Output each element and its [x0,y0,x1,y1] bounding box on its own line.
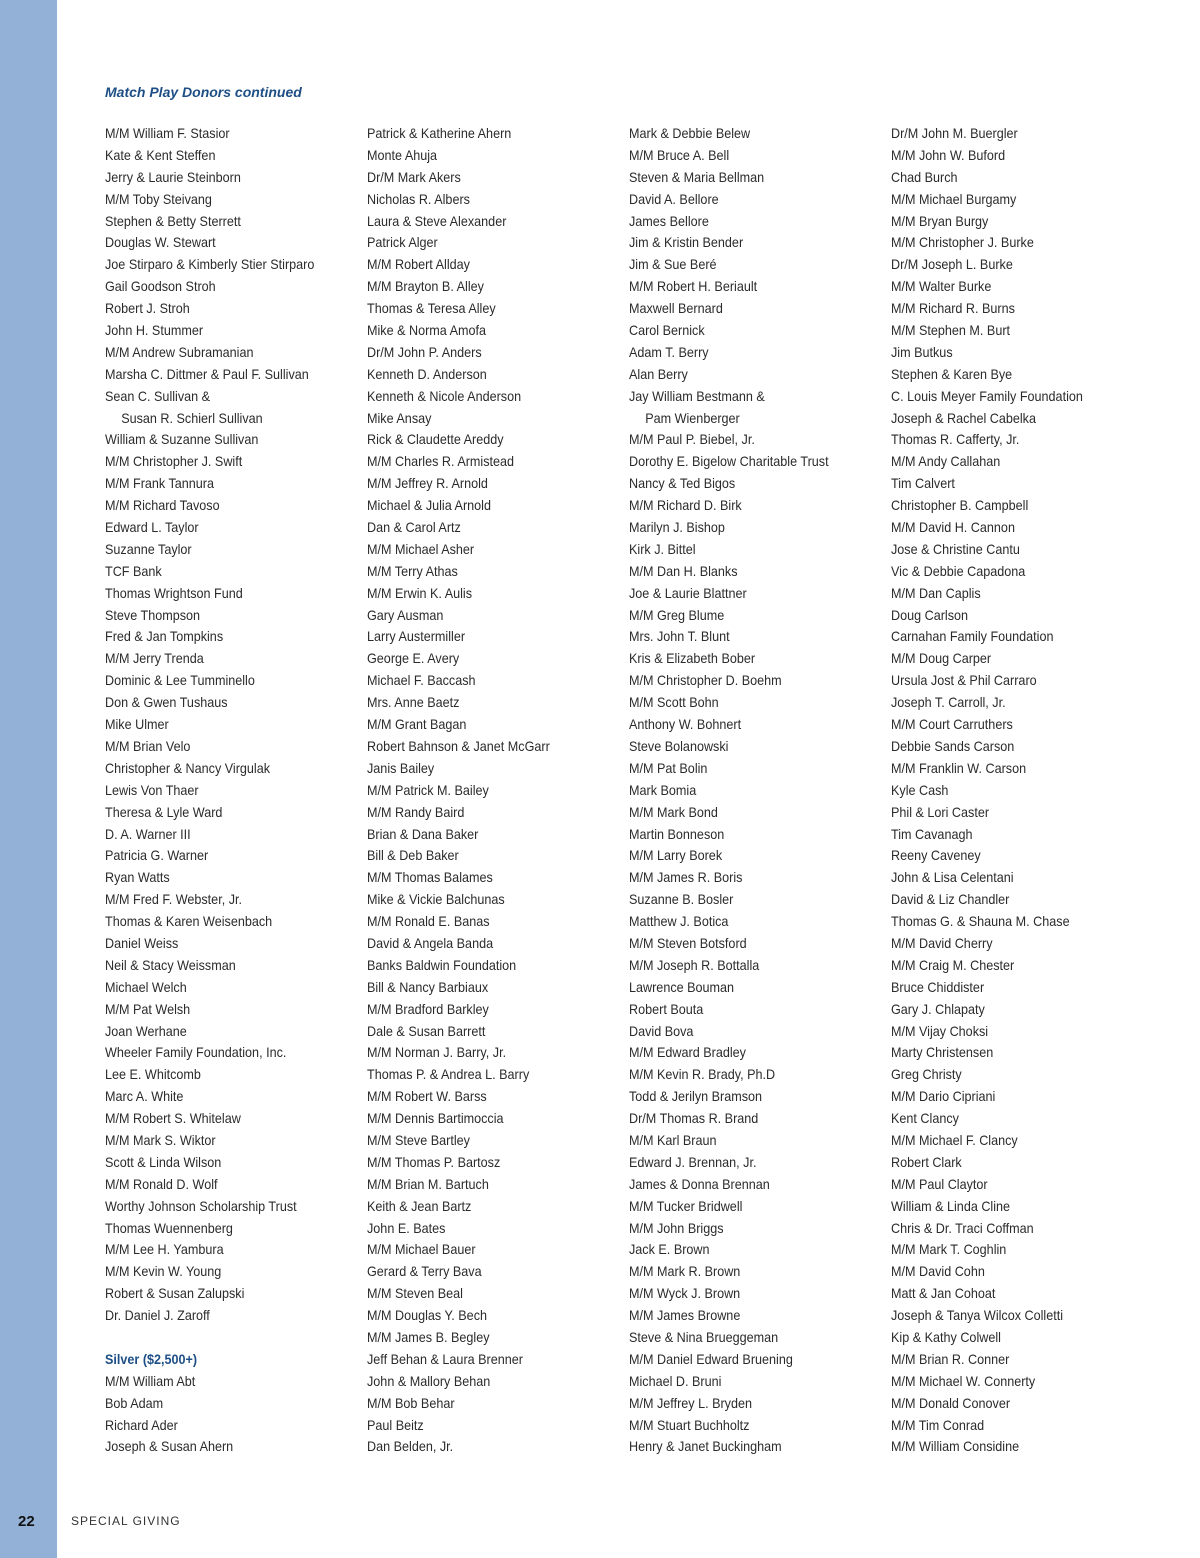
donor-name: Fred & Jan Tompkins [105,628,224,645]
donor-name: Banks Baldwin Foundation [367,956,517,973]
donor-column-4 [891,123,1141,1458]
donor-name: M/M Robert W. Barss [367,1088,487,1105]
donor-name: Mrs. John T. Blunt [629,628,730,645]
donor-name: Susan R. Schierl Sullivan [121,409,263,426]
donor-name: Joe & Laurie Blattner [629,584,747,601]
donor-name: M/M Andy Callahan [891,453,1001,470]
donor-name: Michael & Julia Arnold [367,497,491,514]
donor-column-1 [105,123,355,1458]
donor-name: M/M Richard Tavoso [105,497,220,514]
donor-name: Joseph T. Carroll, Jr. [891,694,1006,711]
donor-name: M/M Bruce A. Bell [629,146,730,163]
donor-name: M/M Steven Botsford [629,934,747,951]
donor-name: Jim & Sue Beré [629,256,717,273]
donor-name: M/M Thomas P. Bartosz [367,1153,501,1170]
donor-name: M/M Karl Braun [629,1131,717,1148]
donor-name: Christopher & Nancy Virgulak [105,759,271,776]
donor-name: Stephen & Betty Sterrett [105,212,241,229]
donor-name: M/M Richard R. Burns [891,300,1015,317]
donor-name: Kirk J. Bittel [629,540,696,557]
donor-name: M/M Michael Bauer [367,1241,476,1258]
donor-name: Thomas G. & Shauna M. Chase [891,913,1070,930]
donor-name: Dr. Daniel J. Zaroff [105,1307,210,1324]
donor-name: M/M James R. Boris [629,869,743,886]
donor-name: M/M Kevin R. Brady, Ph.D [629,1066,776,1083]
donor-name: Dan Belden, Jr. [367,1438,454,1455]
donor-name: M/M Ronald E. Banas [367,913,490,930]
donor-name: Martin Bonneson [629,825,725,842]
donor-name: M/M Terry Athas [367,562,458,579]
donor-name: M/M Wyck J. Brown [629,1285,741,1302]
donor-name: Jay William Bestmann & [629,387,765,404]
donor-name: Greg Christy [891,1066,962,1083]
donor-name: Henry & Janet Buckingham [629,1438,782,1455]
donor-name: Gail Goodson Stroh [105,278,216,295]
donor-name: Joseph & Rachel Cabelka [891,409,1036,426]
donor-name: M/M David H. Cannon [891,519,1015,536]
donor-name: M/M Stephen M. Burt [891,322,1011,339]
donor-name: Kyle Cash [891,781,949,798]
donor-name: Ryan Watts [105,869,170,886]
donor-name: John & Lisa Celentani [891,869,1014,886]
donor-name: M/M Andrew Subramanian [105,343,254,360]
donor-name: Kris & Elizabeth Bober [629,650,756,667]
donor-name: Anthony W. Bohnert [629,716,742,733]
donor-name: Joseph & Tanya Wilcox Colletti [891,1307,1064,1324]
donor-name: Larry Austermiller [367,628,466,645]
donor-name: Adam T. Berry [629,343,709,360]
donor-name: Sean C. Sullivan & [105,387,211,404]
donor-name: M/M Michael F. Clancy [891,1131,1018,1148]
donor-name: Mark & Debbie Belew [629,125,751,141]
donor-name: Marty Christensen [891,1044,994,1061]
donor-name: M/M Michael W. Connerty [891,1372,1036,1389]
donor-name: Mike Ulmer [105,716,169,733]
donor-name: Carnahan Family Foundation [891,628,1054,645]
donor-name: M/M Greg Blume [629,606,725,623]
donor-name: Jim & Kristin Bender [629,234,744,251]
donor-name: M/M James B. Begley [367,1328,490,1345]
donor-name: M/M Tim Conrad [891,1416,985,1433]
donor-name: Paul Beitz [367,1416,424,1433]
donor-name: M/M Brian Velo [105,737,191,754]
donor-level-heading: Silver ($2,500+) [105,1350,198,1367]
donor-name: Thomas & Teresa Alley [367,300,496,317]
donor-name: Robert Clark [891,1153,962,1170]
donor-name: George E. Avery [367,650,460,667]
donor-name: Thomas & Karen Weisenbach [105,913,273,930]
page-number: 22 [18,1513,35,1530]
donor-name: M/M Larry Borek [629,847,723,864]
donor-name: Mrs. Anne Baetz [367,694,460,711]
donor-name: Tim Cavanagh [891,825,973,842]
donor-name: M/M Brian M. Bartuch [367,1175,489,1192]
donor-name: Joan Werhane [105,1022,187,1039]
donor-name: D. A. Warner III [105,825,191,842]
donor-name: Laura & Steve Alexander [367,212,507,229]
donor-name: M/M Steve Bartley [367,1131,470,1148]
donor-name: Carol Bernick [629,322,705,339]
donor-name: Matt & Jan Cohoat [891,1285,996,1302]
donor-name: Neil & Stacy Weissman [105,956,236,973]
donor-name: Edward J. Brennan, Jr. [629,1153,757,1170]
donor-name: M/M Doug Carper [891,650,992,667]
donor-name: Dale & Susan Barrett [367,1022,486,1039]
donor-name: M/M Christopher J. Burke [891,234,1034,251]
list-spacer [105,1327,330,1349]
donor-name: Patrick & Katherine Ahern [367,125,512,141]
donor-name: Nicholas R. Albers [367,190,470,207]
donor-name: M/M Lee H. Yambura [105,1241,224,1258]
donor-name: M/M Michael Asher [367,540,475,557]
donor-name: Marilyn J. Bishop [629,519,725,536]
donor-name: M/M Mark R. Brown [629,1263,741,1280]
donor-name: Mike & Vickie Balchunas [367,891,505,908]
donor-name: Dr/M Joseph L. Burke [891,256,1013,273]
donor-column-2 [367,123,617,1458]
donor-name: Maxwell Bernard [629,300,723,317]
donor-name: M/M Stuart Buchholtz [629,1416,750,1433]
donor-name: Joseph & Susan Ahern [105,1438,234,1455]
donor-name: David & Angela Banda [367,934,494,951]
donor-name: Vic & Debbie Capadona [891,562,1026,579]
donor-name: Stephen & Karen Bye [891,365,1013,382]
footer-section-label: SPECIAL GIVING [71,1514,181,1528]
donor-name: Reeny Caveney [891,847,981,864]
donor-name: M/M Toby Steivang [105,190,212,207]
donor-name: M/M Bryan Burgy [891,212,989,229]
donor-name: Jerry & Laurie Steinborn [105,168,241,185]
donor-name: Lee E. Whitcomb [105,1066,201,1083]
donor-name: David Bova [629,1022,694,1039]
donor-name: Suzanne B. Bosler [629,891,734,908]
donor-name: M/M William Considine [891,1438,1020,1455]
donor-name: Don & Gwen Tushaus [105,694,228,711]
donor-name: M/M David Cherry [891,934,993,951]
donor-name: Thomas P. & Andrea L. Barry [367,1066,530,1083]
donor-name: William & Suzanne Sullivan [105,431,259,448]
donor-name: M/M Steven Beal [367,1285,463,1302]
donor-name: Robert & Susan Zalupski [105,1285,245,1302]
donor-name: M/M Dennis Bartimoccia [367,1110,504,1127]
donor-name: M/M Norman J. Barry, Jr. [367,1044,507,1061]
donor-name: Bill & Nancy Barbiaux [367,978,489,995]
donor-name: C. Louis Meyer Family Foundation [891,387,1083,404]
donor-name: Scott & Linda Wilson [105,1153,222,1170]
donor-name: M/M John Briggs [629,1219,724,1236]
donor-name: M/M Frank Tannura [105,475,215,492]
donor-name: Douglas W. Stewart [105,234,216,251]
donor-name: M/M Jeffrey R. Arnold [367,475,488,492]
donor-name: Thomas Wrightson Fund [105,584,243,601]
donor-name: Patrick Alger [367,234,438,251]
donor-name: M/M William F. Stasior [105,125,230,141]
donor-name: Mark Bomia [629,781,697,798]
donor-name: Dr/M Mark Akers [367,168,461,185]
donor-name: William & Linda Cline [891,1197,1011,1214]
donor-name: Steven & Maria Bellman [629,168,765,185]
donor-name: James & Donna Brennan [629,1175,770,1192]
donor-name: Richard Ader [105,1416,178,1433]
donor-name: Joe Stirparo & Kimberly Stier Stirparo [105,256,315,273]
donor-name: M/M Michael Burgamy [891,190,1017,207]
donor-name: M/M Kevin W. Young [105,1263,222,1280]
donor-name: Robert Bouta [629,1000,704,1017]
donor-name: Michael D. Bruni [629,1372,722,1389]
donor-name: M/M Robert S. Whitelaw [105,1110,241,1127]
donor-name: M/M Court Carruthers [891,716,1013,733]
donor-name: M/M Joseph R. Bottalla [629,956,760,973]
donor-name: M/M Charles R. Armistead [367,453,515,470]
donor-name: M/M Scott Bohn [629,694,719,711]
donor-name: David A. Bellore [629,190,719,207]
donor-name: M/M David Cohn [891,1263,985,1280]
donor-name: M/M Pat Bolin [629,759,708,776]
donor-name: M/M John W. Buford [891,146,1006,163]
donor-name: M/M Grant Bagan [367,716,467,733]
section-title: Match Play Donors continued [105,84,302,100]
donor-name: M/M Ronald D. Wolf [105,1175,218,1192]
donor-name: Kip & Kathy Colwell [891,1328,1001,1345]
donor-name: Matthew J. Botica [629,913,729,930]
donor-name: Lawrence Bouman [629,978,735,995]
donor-name: Doug Carlson [891,606,969,623]
donor-name: Jim Butkus [891,343,953,360]
donor-name: Gary J. Chlapaty [891,1000,985,1017]
donor-name: Ursula Jost & Phil Carraro [891,672,1037,689]
donor-name: Theresa & Lyle Ward [105,803,223,820]
donor-name: M/M Franklin W. Carson [891,759,1027,776]
donor-name: M/M Craig M. Chester [891,956,1015,973]
donor-name: Suzanne Taylor [105,540,192,557]
left-color-band [0,0,57,1558]
donor-name: Robert J. Stroh [105,300,190,317]
donor-name: Wheeler Family Foundation, Inc. [105,1044,287,1061]
donor-name: Lewis Von Thaer [105,781,199,798]
donor-name: M/M Robert Allday [367,256,470,273]
donor-name: Patricia G. Warner [105,847,209,864]
donor-name: M/M Donald Conover [891,1394,1011,1411]
donor-name: James Bellore [629,212,709,229]
donor-name: Marc A. White [105,1088,184,1105]
donor-name: M/M Tucker Bridwell [629,1197,743,1214]
donor-name: M/M Richard D. Birk [629,497,742,514]
donor-column-3 [629,123,879,1458]
donor-name: Keith & Jean Bartz [367,1197,472,1214]
donor-name: Christopher B. Campbell [891,497,1029,514]
donor-name: John & Mallory Behan [367,1372,491,1389]
donor-name: M/M Jerry Trenda [105,650,204,667]
donor-name: M/M Dario Cipriani [891,1088,996,1105]
donor-name: Nancy & Ted Bigos [629,475,736,492]
donor-name: Phil & Lori Caster [891,803,990,820]
donor-name: Gerard & Terry Bava [367,1263,482,1280]
donor-name: Dr/M John P. Anders [367,343,482,360]
donor-name: Kenneth & Nicole Anderson [367,387,522,404]
donor-name: M/M Bradford Barkley [367,1000,489,1017]
donor-name: M/M Jeffrey L. Bryden [629,1394,753,1411]
donor-name: Michael F. Baccash [367,672,476,689]
donor-name: M/M Mark Bond [629,803,718,820]
donor-name: TCF Bank [105,562,162,579]
donor-name: Chad Burch [891,168,958,185]
donor-name: Steve & Nina Brueggeman [629,1328,779,1345]
donor-name: Bruce Chiddister [891,978,985,995]
donor-name: John E. Bates [367,1219,446,1236]
donor-name: Dorothy E. Bigelow Charitable Trust [629,453,829,470]
donor-name: Dr/M John M. Buergler [891,125,1018,141]
donor-name: M/M Walter Burke [891,278,992,295]
donor-name: Daniel Weiss [105,934,179,951]
donor-name: Bill & Deb Baker [367,847,459,864]
donor-name: M/M Christopher J. Swift [105,453,243,470]
donor-name: Tim Calvert [891,475,955,492]
donor-name: Kate & Kent Steffen [105,146,216,163]
donor-name: Edward L. Taylor [105,519,199,536]
donor-name: Steve Bolanowski [629,737,729,754]
donor-name: Jose & Christine Cantu [891,540,1020,557]
donor-name: Monte Ahuja [367,146,438,163]
donor-name: Worthy Johnson Scholarship Trust [105,1197,297,1214]
donor-name: M/M Pat Welsh [105,1000,191,1017]
donor-name: Thomas R. Cafferty, Jr. [891,431,1020,448]
donor-name: Gary Ausman [367,606,444,623]
donor-name: M/M William Abt [105,1372,196,1389]
donor-name: John H. Stummer [105,322,204,339]
donor-name: Rick & Claudette Areddy [367,431,504,448]
donor-name: M/M Mark S. Wiktor [105,1131,216,1148]
donor-name: Todd & Jerilyn Bramson [629,1088,763,1105]
donor-name: Dan & Carol Artz [367,519,461,536]
donor-name: M/M Patrick M. Bailey [367,781,489,798]
donor-name: M/M Paul P. Biebel, Jr. [629,431,755,448]
donor-name: M/M Edward Bradley [629,1044,746,1061]
donor-name: M/M Bob Behar [367,1394,455,1411]
donor-name: Brian & Dana Baker [367,825,479,842]
donor-name: M/M Robert H. Beriault [629,278,758,295]
donor-name: David & Liz Chandler [891,891,1010,908]
donor-name: Pam Wienberger [645,409,740,426]
donor-name: M/M Thomas Balames [367,869,493,886]
donor-name: Mike Ansay [367,409,432,426]
donor-name: M/M Erwin K. Aulis [367,584,473,601]
donor-name: M/M James Browne [629,1307,741,1324]
donor-name: Jeff Behan & Laura Brenner [367,1350,523,1367]
donor-name: Jack E. Brown [629,1241,710,1258]
donor-name: Debbie Sands Carson [891,737,1015,754]
donor-name: M/M Dan H. Blanks [629,562,738,579]
donor-name: M/M Dan Caplis [891,584,981,601]
donor-name: M/M Douglas Y. Bech [367,1307,487,1324]
donor-name: M/M Mark T. Coghlin [891,1241,1007,1258]
donor-name: Mike & Norma Amofa [367,322,487,339]
donor-name: Kent Clancy [891,1110,959,1127]
donor-name: M/M Brian R. Conner [891,1350,1010,1367]
donor-name: M/M Paul Claytor [891,1175,988,1192]
donor-name: M/M Fred F. Webster, Jr. [105,891,242,908]
donor-name: M/M Randy Baird [367,803,465,820]
donor-name: Bob Adam [105,1394,164,1411]
donor-name: Robert Bahnson & Janet McGarr [367,737,550,754]
donor-name: M/M Christopher D. Boehm [629,672,782,689]
donor-name: Dominic & Lee Tumminello [105,672,255,689]
donor-name: M/M Brayton B. Alley [367,278,484,295]
donor-name: Steve Thompson [105,606,201,623]
donor-name: Dr/M Thomas R. Brand [629,1110,759,1127]
donor-name: M/M Vijay Choksi [891,1022,989,1039]
donor-name: Alan Berry [629,365,688,382]
donor-name: Kenneth D. Anderson [367,365,487,382]
donor-name: Michael Welch [105,978,187,995]
donor-name: Marsha C. Dittmer & Paul F. Sullivan [105,365,309,382]
donor-name: M/M Daniel Edward Bruening [629,1350,793,1367]
donor-name: Chris & Dr. Traci Coffman [891,1219,1034,1236]
donor-name: Janis Bailey [367,759,435,776]
donor-name: Thomas Wuennenberg [105,1219,233,1236]
